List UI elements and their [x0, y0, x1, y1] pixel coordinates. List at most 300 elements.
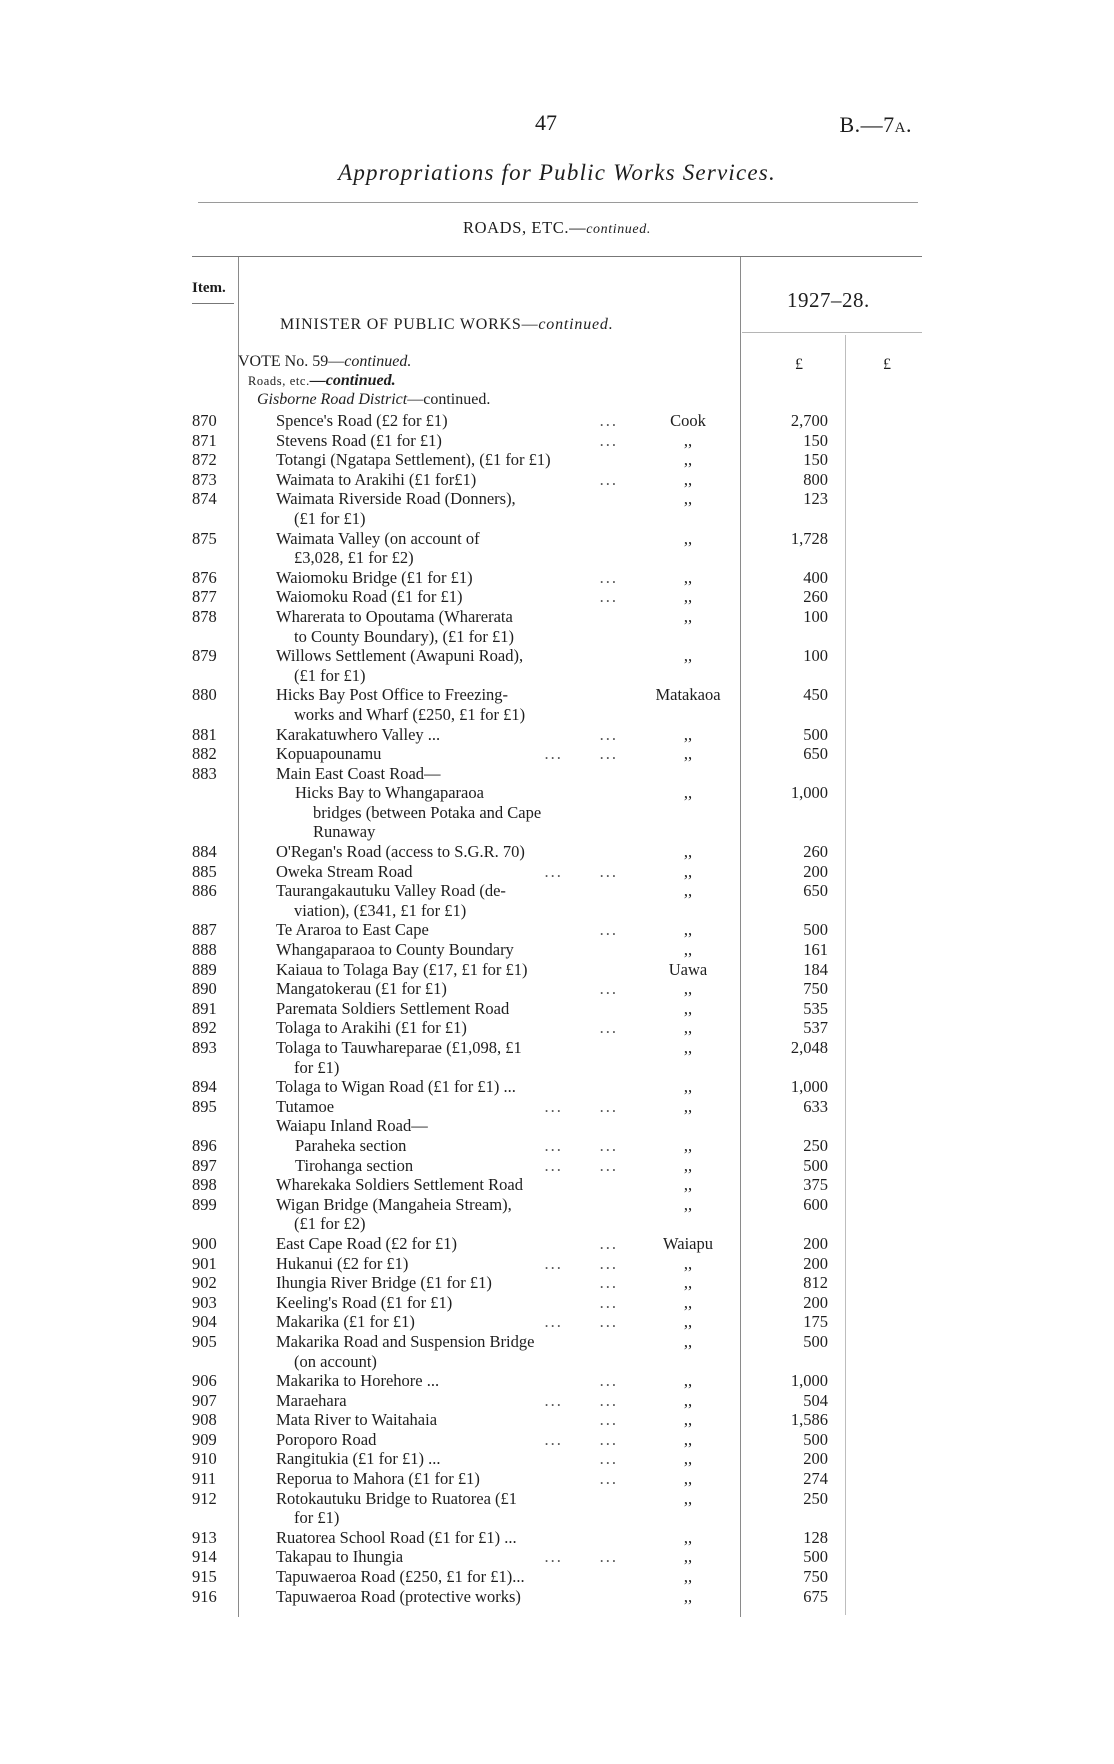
item-description: [276, 1430, 618, 1450]
description-continuation: bridges (between Potaka and Cape: [313, 802, 542, 822]
leader-dots: ...: [599, 1469, 618, 1489]
district-heading: [257, 391, 490, 409]
document-reference: [839, 112, 912, 138]
description-text: Tirohanga section: [295, 1155, 414, 1175]
description-text: Maraehara: [276, 1390, 347, 1410]
description-text: Makarika (£1 for £1): [276, 1312, 415, 1332]
amount: 150: [803, 450, 828, 470]
district-name: ,,: [683, 1292, 693, 1312]
district-name: ,,: [683, 1312, 693, 1332]
year-heading: 1927–28.: [787, 288, 870, 312]
item-number: 913: [192, 1527, 217, 1547]
description-text: Tapuwaeroa Road (protective works): [276, 1586, 521, 1606]
table-row: [0, 1136, 1114, 1156]
district-name: Cook: [670, 411, 706, 430]
description-text: Makarika Road and Suspension Bridge: [276, 1331, 535, 1351]
table-row: [0, 529, 1114, 568]
item-description: [276, 1587, 618, 1607]
item-number: 885: [192, 861, 217, 881]
item-description: [276, 744, 618, 764]
amount: 650: [803, 744, 828, 764]
table-row: [0, 1371, 1114, 1391]
amount: 200: [803, 1449, 828, 1469]
item-number: 898: [192, 1175, 217, 1195]
amount: 184: [803, 959, 828, 979]
district-name: ,,: [683, 783, 693, 803]
item-number: 908: [192, 1410, 217, 1430]
table-row: [0, 1293, 1114, 1313]
description-text: East Cape Road (£2 for £1): [276, 1233, 457, 1253]
item-description: [276, 470, 618, 490]
district-name: ,,: [683, 1175, 693, 1195]
item-number: 888: [192, 940, 217, 960]
district-name: ,,: [683, 1449, 693, 1469]
item-description: [276, 1077, 618, 1097]
item-number: 909: [192, 1429, 217, 1449]
table-row: [0, 1097, 1114, 1117]
description-continuation: (£1 for £2): [294, 1214, 366, 1234]
description-continuation: for £1): [294, 1057, 340, 1077]
description-text: Kopuapounamu: [276, 744, 382, 764]
item-description: [276, 529, 618, 568]
district-name: ,,: [683, 567, 693, 587]
item-number: 893: [192, 1038, 217, 1057]
description-text: Te Araroa to East Cape: [276, 920, 429, 940]
district-name: ,,: [683, 587, 693, 607]
item-description: [276, 607, 618, 646]
roads-cont: —continued.: [309, 372, 396, 389]
item-description: [276, 725, 618, 745]
table-row: [0, 920, 1114, 940]
item-number: 889: [192, 959, 217, 979]
table-row: [0, 1312, 1114, 1332]
description-continuation: (on account): [294, 1351, 377, 1371]
amount: 1,586: [790, 1410, 828, 1430]
district-name: ,,: [683, 646, 693, 666]
leader-dots: ... ...: [544, 861, 618, 881]
item-description: [276, 940, 618, 960]
item-number: 902: [192, 1273, 217, 1293]
description-text: Wigan Bridge (Mangaheia Stream),: [276, 1194, 512, 1214]
item-description: [295, 1136, 618, 1156]
leader-dots: ...: [599, 1292, 618, 1312]
table-row: [0, 685, 1114, 724]
amount: 200: [803, 1233, 828, 1253]
item-number: 892: [192, 1018, 217, 1038]
district-name: ,,: [683, 489, 693, 509]
description-continuation: to County Boundary), (£1 for £1): [294, 626, 514, 646]
item-description: [276, 1391, 618, 1411]
table-row: [0, 1332, 1114, 1371]
item-number: 884: [192, 842, 217, 862]
item-number: 890: [192, 979, 217, 999]
amount: 123: [803, 489, 828, 509]
leader-dots: ...: [599, 979, 618, 999]
table-row: [0, 1077, 1114, 1097]
item-number: 877: [192, 587, 217, 607]
item-description: [276, 1528, 618, 1548]
description-text: Tolaga to Tauwhareparae (£1,098, £1: [276, 1038, 522, 1057]
item-number: 876: [192, 567, 217, 587]
description-continuation: viation), (£341, £1 for £1): [294, 900, 467, 920]
item-description: [276, 1116, 618, 1136]
leader-dots: ...: [599, 1018, 618, 1038]
item-heading-rule: [192, 303, 234, 304]
description-text: Poroporo Road: [276, 1429, 377, 1449]
table-row: [0, 1156, 1114, 1176]
district-name: ,,: [683, 1547, 693, 1567]
amount: 100: [803, 646, 828, 666]
item-number: 911: [192, 1469, 217, 1489]
description-continuation: (£1 for £1): [294, 508, 366, 528]
amount: 537: [803, 1018, 828, 1038]
item-description: [276, 1018, 618, 1038]
item-number: 894: [192, 1077, 217, 1097]
amount: 200: [803, 1292, 828, 1312]
table-row: [0, 940, 1114, 960]
district-name: ,,: [683, 1194, 693, 1214]
table-top-rule: [192, 256, 922, 257]
section-heading-main: ROADS, ETC.—: [463, 218, 587, 237]
item-description: [276, 1469, 618, 1489]
description-text: Mata River to Waitahaia: [276, 1410, 438, 1430]
description-continuation: Runaway: [313, 822, 376, 842]
doc-ref-end: .: [906, 112, 912, 137]
leader-dots: ...: [599, 587, 618, 607]
amount: 250: [803, 1135, 828, 1155]
item-description: [276, 431, 618, 451]
item-number: 901: [192, 1253, 217, 1273]
district-name: ,,: [683, 1429, 693, 1449]
table-row: [0, 431, 1114, 451]
table-row: [0, 881, 1114, 920]
leader-dots: ... ...: [544, 1429, 618, 1449]
table-row: [0, 1254, 1114, 1274]
amount: 175: [803, 1312, 828, 1332]
leader-dots: ... ...: [544, 1135, 618, 1155]
description-text: Mangatokerau (£1 for £1): [276, 979, 447, 999]
amount: 500: [803, 1429, 828, 1449]
item-description: [295, 783, 618, 842]
item-description: [276, 1312, 618, 1332]
doc-ref-main: B.—7: [839, 112, 895, 137]
item-number: 870: [192, 411, 217, 430]
item-number: 904: [192, 1312, 217, 1332]
leader-dots: ...: [599, 1410, 618, 1430]
amount: 750: [803, 979, 828, 999]
description-text: Paraheka section: [295, 1135, 407, 1155]
district-name: ,,: [683, 920, 693, 940]
table-row: [0, 1567, 1114, 1587]
description-text: Kaiaua to Tolaga Bay (£17, £1 for £1): [276, 959, 528, 979]
district-name: ,,: [683, 1567, 693, 1587]
item-description: [295, 1156, 618, 1176]
table-row: [0, 842, 1114, 862]
item-description: [276, 450, 618, 470]
description-continuation: for £1): [294, 1508, 340, 1528]
leader-dots: ...: [599, 469, 618, 489]
table-row: [0, 1528, 1114, 1548]
item-description: [276, 1449, 618, 1469]
district-name: ,,: [683, 1077, 693, 1097]
table-row: [0, 489, 1114, 528]
table-row: [0, 979, 1114, 999]
table-row: [0, 1430, 1114, 1450]
leader-dots: ...: [599, 411, 618, 430]
district-name: ,,: [683, 1527, 693, 1547]
amount: 274: [803, 1469, 828, 1489]
district-name: ,,: [683, 842, 693, 862]
description-text: Reporua to Mahora (£1 for £1): [276, 1469, 480, 1489]
table-row: [0, 1175, 1114, 1195]
description-text: Hukanui (£2 for £1): [276, 1253, 409, 1273]
description-continuation: £3,028, £1 for £2): [294, 548, 414, 568]
item-number: 886: [192, 881, 217, 901]
item-number: 907: [192, 1390, 217, 1410]
page-title: Appropriations for Public Works Services.: [338, 160, 776, 185]
ministry-name: MINISTER OF PUBLIC WORKS—: [280, 316, 539, 333]
item-number: 912: [192, 1488, 217, 1508]
amount: 260: [803, 842, 828, 862]
item-description: [276, 1410, 618, 1430]
item-number: 906: [192, 1371, 217, 1391]
district-name: ,,: [683, 940, 693, 960]
description-text: Oweka Stream Road: [276, 861, 413, 881]
item-description: [276, 1547, 618, 1567]
leader-dots: ... ...: [544, 1390, 618, 1410]
description-text: Whangaparaoa to County Boundary: [276, 940, 514, 960]
description-text: Wharekaka Soldiers Settlement Road: [276, 1175, 523, 1195]
description-text: Hicks Bay Post Office to Freezing-: [276, 685, 509, 705]
item-description: [276, 1567, 618, 1587]
item-description: [276, 1254, 618, 1274]
district-label: Gisborne Road District: [257, 391, 408, 408]
district-name: ,,: [683, 1410, 693, 1430]
roads-label: Roads, etc.: [248, 374, 310, 388]
description-text: Waiomoku Road (£1 for £1): [276, 587, 463, 607]
item-description: [276, 1097, 618, 1117]
amount: 675: [803, 1586, 828, 1606]
table-row: [0, 960, 1114, 980]
item-number: 914: [192, 1547, 217, 1567]
district-name: ,,: [683, 979, 693, 999]
description-text: Ruatorea School Road (£1 for £1) ...: [276, 1527, 517, 1547]
district-name: ,,: [683, 1586, 693, 1606]
amount: 1,000: [790, 783, 828, 803]
leader-dots: ...: [599, 567, 618, 587]
district-name: ,,: [683, 1331, 693, 1351]
description-text: Wharerata to Opoutama (Wharerata: [276, 606, 513, 626]
item-number: 910: [192, 1449, 217, 1469]
title-rule: [198, 202, 918, 203]
district-name: ,,: [683, 1018, 693, 1038]
item-description: [276, 1273, 618, 1293]
item-number: 916: [192, 1586, 217, 1606]
section-heading-cont: continued.: [586, 222, 651, 237]
amount: 400: [803, 567, 828, 587]
district-name: ,,: [683, 528, 693, 548]
table-row: [0, 568, 1114, 588]
description-text: Spence's Road (£2 for £1): [276, 411, 448, 430]
table-row: [0, 1410, 1114, 1430]
amount: 750: [803, 1567, 828, 1587]
amount: 812: [803, 1273, 828, 1293]
vote-cont: continued.: [344, 353, 412, 370]
item-description: [276, 999, 618, 1019]
description-text: Makarika to Horehore ...: [276, 1371, 440, 1391]
district-name: ,,: [683, 1273, 693, 1293]
leader-dots: ... ...: [544, 1312, 618, 1332]
district-name: ,,: [683, 469, 693, 489]
district-name: ,,: [683, 724, 693, 744]
table-row: [0, 764, 1114, 784]
description-text: Waiapu Inland Road—: [276, 1116, 428, 1136]
description-text: Paremata Soldiers Settlement Road: [276, 998, 510, 1018]
table-row: [0, 607, 1114, 646]
table-row: [0, 587, 1114, 607]
district-name: ,,: [683, 606, 693, 626]
table-row: [0, 1547, 1114, 1567]
description-text: Stevens Road (£1 for £1): [276, 430, 442, 450]
district-name: ,,: [683, 450, 693, 470]
description-text: Rangitukia (£1 for £1) ...: [276, 1449, 441, 1469]
description-text: Main East Coast Road—: [276, 763, 441, 783]
table-row: [0, 1489, 1114, 1528]
district-name: ,,: [683, 430, 693, 450]
item-description: [276, 489, 618, 528]
ministry-heading: [280, 316, 614, 334]
table-row: [0, 1587, 1114, 1607]
item-description: [276, 1293, 618, 1313]
description-text: Hicks Bay to Whangaparaoa: [295, 783, 484, 803]
item-number: 915: [192, 1567, 217, 1587]
amount: 500: [803, 1547, 828, 1567]
currency-heading-1: £: [795, 356, 803, 373]
table-row: [0, 1449, 1114, 1469]
vote-label: VOTE No. 59—: [238, 353, 345, 370]
description-text: Rotokautuku Bridge to Ruatorea (£1: [276, 1488, 518, 1508]
table-row: [0, 470, 1114, 490]
item-column-heading: Item.: [192, 280, 226, 296]
item-description: [276, 842, 618, 862]
district-name: Matakaoa: [655, 685, 721, 705]
amount: 500: [803, 1331, 828, 1351]
currency-heading-2: £: [883, 356, 891, 373]
table-row: [0, 1116, 1114, 1136]
item-description: [276, 960, 618, 980]
table-row: [0, 744, 1114, 764]
leader-dots: ...: [599, 724, 618, 744]
item-number: 878: [192, 606, 217, 626]
item-number: 905: [192, 1331, 217, 1351]
district-name: ,,: [683, 744, 693, 764]
description-text: Tapuwaeroa Road (£250, £1 for £1)...: [276, 1567, 525, 1587]
amount: 633: [803, 1096, 828, 1116]
table-row: [0, 1273, 1114, 1293]
description-text: Waimata Riverside Road (Donners),: [276, 489, 516, 509]
item-description: [276, 1175, 618, 1195]
district-name: ,,: [683, 1488, 693, 1508]
item-number: 882: [192, 744, 217, 764]
item-number: 883: [192, 763, 217, 783]
leader-dots: ... ...: [544, 1155, 618, 1175]
description-continuation: works and Wharf (£250, £1 for £1): [294, 704, 526, 724]
item-description: [276, 764, 618, 784]
item-number: 887: [192, 920, 217, 940]
section-heading: [0, 218, 1114, 238]
item-number: 873: [192, 469, 217, 489]
item-number: 881: [192, 724, 217, 744]
table-row: [0, 646, 1114, 685]
description-text: O'Regan's Road (access to S.G.R. 70): [276, 842, 525, 862]
item-description: [276, 1234, 618, 1254]
item-description: [276, 920, 618, 940]
table-row: [0, 862, 1114, 882]
amount: 161: [803, 940, 828, 960]
table-row: [0, 999, 1114, 1019]
district-name: ,,: [683, 1155, 693, 1175]
description-text: Waimata to Arakihi (£1 for£1): [276, 469, 477, 489]
item-description: [276, 862, 618, 882]
amount: 1,000: [790, 1077, 828, 1097]
leader-dots: ...: [599, 1449, 618, 1469]
district-name: ,,: [683, 1253, 693, 1273]
amount: 450: [803, 685, 828, 705]
description-text: Tutamoe: [276, 1096, 335, 1116]
leader-dots: ... ...: [544, 1547, 618, 1567]
district-name: ,,: [683, 1390, 693, 1410]
item-description: [276, 646, 618, 685]
amount: 200: [803, 1253, 828, 1273]
amount: 260: [803, 587, 828, 607]
district-name: ,,: [683, 1038, 693, 1057]
amount: 650: [803, 881, 828, 901]
vote-heading: [238, 353, 411, 371]
description-text: Tolaga to Arakihi (£1 for £1): [276, 1018, 467, 1038]
description-text: Takapau to Ihungia: [276, 1547, 404, 1567]
amount: 250: [803, 1488, 828, 1508]
amount: 128: [803, 1527, 828, 1547]
table-row: [0, 411, 1114, 431]
table-row: [0, 450, 1114, 470]
district-name: ,,: [683, 998, 693, 1018]
leader-dots: ...: [599, 1371, 618, 1391]
amount: 535: [803, 998, 828, 1018]
amount: 500: [803, 724, 828, 744]
leader-dots: ...: [599, 1273, 618, 1293]
description-text: Ihungia River Bridge (£1 for £1): [276, 1273, 492, 1293]
description-text: Keeling's Road (£1 for £1): [276, 1292, 453, 1312]
item-description: [276, 881, 618, 920]
amount: 375: [803, 1175, 828, 1195]
doc-ref-small: A: [894, 120, 906, 136]
amount: 200: [803, 861, 828, 881]
table-row: [0, 1018, 1114, 1038]
table-row: [0, 725, 1114, 745]
item-description: [276, 1371, 618, 1391]
district-name: Uawa: [668, 959, 708, 979]
item-description: [276, 685, 618, 724]
table-row: [0, 1234, 1114, 1254]
item-number: 903: [192, 1292, 217, 1312]
district-name: ,,: [683, 1371, 693, 1391]
table-row: [0, 1391, 1114, 1411]
item-number: 895: [192, 1096, 217, 1116]
amount: 100: [803, 606, 828, 626]
district-cont: —continued.: [407, 391, 491, 408]
district-name: ,,: [683, 1469, 693, 1489]
ministry-cont: continued.: [538, 316, 614, 333]
